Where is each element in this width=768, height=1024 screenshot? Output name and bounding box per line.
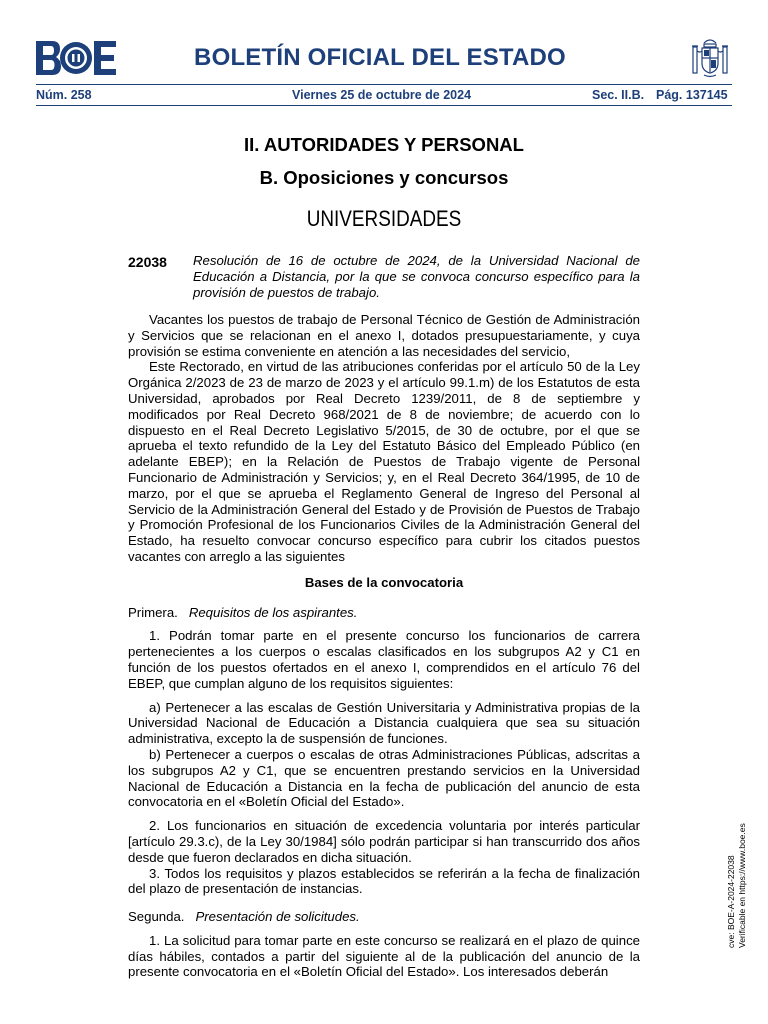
document-body	[128, 312, 640, 980]
header-rule-top	[36, 84, 732, 85]
issue-number: Núm. 258	[36, 88, 92, 102]
cve-code: cve: BOE-A-2024-22038	[726, 855, 736, 948]
section-title: II. AUTORIDADES Y PERSONAL	[244, 134, 524, 155]
paragraph: 2. Los funcionarios en situación de excedencia voluntaria por interés particular [artículo 29.3.c), de la Ley 30/1984] sólo podrán participar si han transcurrido dos años desde que fueron declarados en dicha situación.	[128, 818, 640, 865]
section-segunda	[128, 909, 640, 925]
section-label: Sec. II.B.	[592, 88, 645, 102]
section-label: Primera.	[128, 604, 178, 620]
paragraph: Vacantes los puestos de trabajo de Personal Técnico de Gestión de Administración y Servicios que se relacionan en el anexo I, dotados presupuestariamente, y cuya provisión se estima conveniente en atención a las necesidades del servicio,	[128, 312, 640, 359]
paragraph: a) Pertenecer a las escalas de Gestión Universitaria y Administrativa propias de la Universidad Nacional de Educación a Distancia cualquiera que sea su situación administrativa, excepto la de suspensión de funciones.	[128, 699, 640, 747]
bases-heading: Bases de la convocatoria	[304, 574, 464, 590]
boe-logo	[36, 41, 116, 75]
section-title: Requisitos de los aspirantes.	[188, 604, 358, 620]
subsection-title: B. Oposiciones y concursos	[259, 167, 509, 188]
paragraph: Este Rectorado, en virtud de las atribuciones conferidas por el artículo 50 de la Ley Orgánica 2/2023 de 23 de marzo de 2023 y el artículo 99.1.m) de los Estatutos de esta Universidad, aprobados por Real Decreto 1239/2011, de 8 de septiembre y modificados por Real Decreto 968/2021 de 8 de noviembre; de acuerdo con lo dispuesto en el Real Decreto Legislativo 5/2015, de 30 de octubre, por el que se aprueba el texto refundido de la Ley del Estatuto Básico del Empleado Público (en adelante EBEP); en la Relación de Puestos de Trabajo vigente de Personal Funcionario de Administración y Servicios; y, en el Real Decreto 364/1995, de 10 de marzo, por el que se aprueba el Reglamento General de Ingreso del Personal al Servicio de la Administración General del Estado y de Provisión de Puestos de Trabajo y Promoción Profesional de los Funcionarios Civiles de la Administración General del Estado, ha resuelto convocar concurso específico para cubrir los citados puestos vacantes con arreglo a las siguientes	[128, 359, 640, 564]
section-label: Segunda.	[128, 909, 185, 925]
paragraph: b) Pertenecer a cuerpos o escalas de otras Administraciones Públicas, adscritas a los subgrupos A2 y C1, que se encuentren prestando servicios en la Universidad Nacional de Educación a Distancia en la fecha de publicación del anuncio de esta convocatoria en el «Boletín Oficial del Estado».	[128, 746, 640, 810]
section-primera	[128, 605, 640, 621]
document-summary: Resolución de 16 de octubre de 2024, de la Universidad Nacional de Educación a Distancia, por la que se convoca concurso específico para la provisión de puestos de trabajo.	[193, 253, 640, 300]
issue-date: Viernes 25 de octubre de 2024	[292, 88, 472, 102]
document-number: 22038	[128, 254, 167, 270]
verify-link[interactable]: Verificable en https://www.boe.es	[736, 823, 747, 948]
institution-heading: UNIVERSIDADES	[306, 206, 462, 231]
paragraph: 1. Podrán tomar parte en el presente concurso los funcionarios de carrera pertenecientes a los cuerpos o escalas clasificados en los subgrupos A2 y C1 en función de los puestos ofertados en el anexo I, comprendidos en el artículo 76 del EBEP, que cumplan alguno de los requisitos siguientes:	[128, 628, 640, 691]
page-number: Pág. 137145	[656, 88, 728, 102]
publication-title: BOLETÍN OFICIAL DEL ESTADO	[194, 44, 566, 71]
verification-margin-text	[726, 823, 747, 948]
section-title: Presentación de solicitudes.	[195, 909, 360, 925]
coat-of-arms-icon	[690, 37, 730, 79]
paragraph: 1. La solicitud para tomar parte en este concurso se realizará en el plazo de quince días hábiles, contados a partir del siguiente al de la publicación del anuncio de la presente convocatoria en el «Boletín Oficial del Estado». Los interesados deberán	[128, 932, 640, 980]
paragraph: 3. Todos los requisitos y plazos establecidos se referirán a la fecha de finalización del plazo de presentación de instancias.	[128, 865, 640, 897]
header-rule-bottom	[36, 105, 732, 106]
